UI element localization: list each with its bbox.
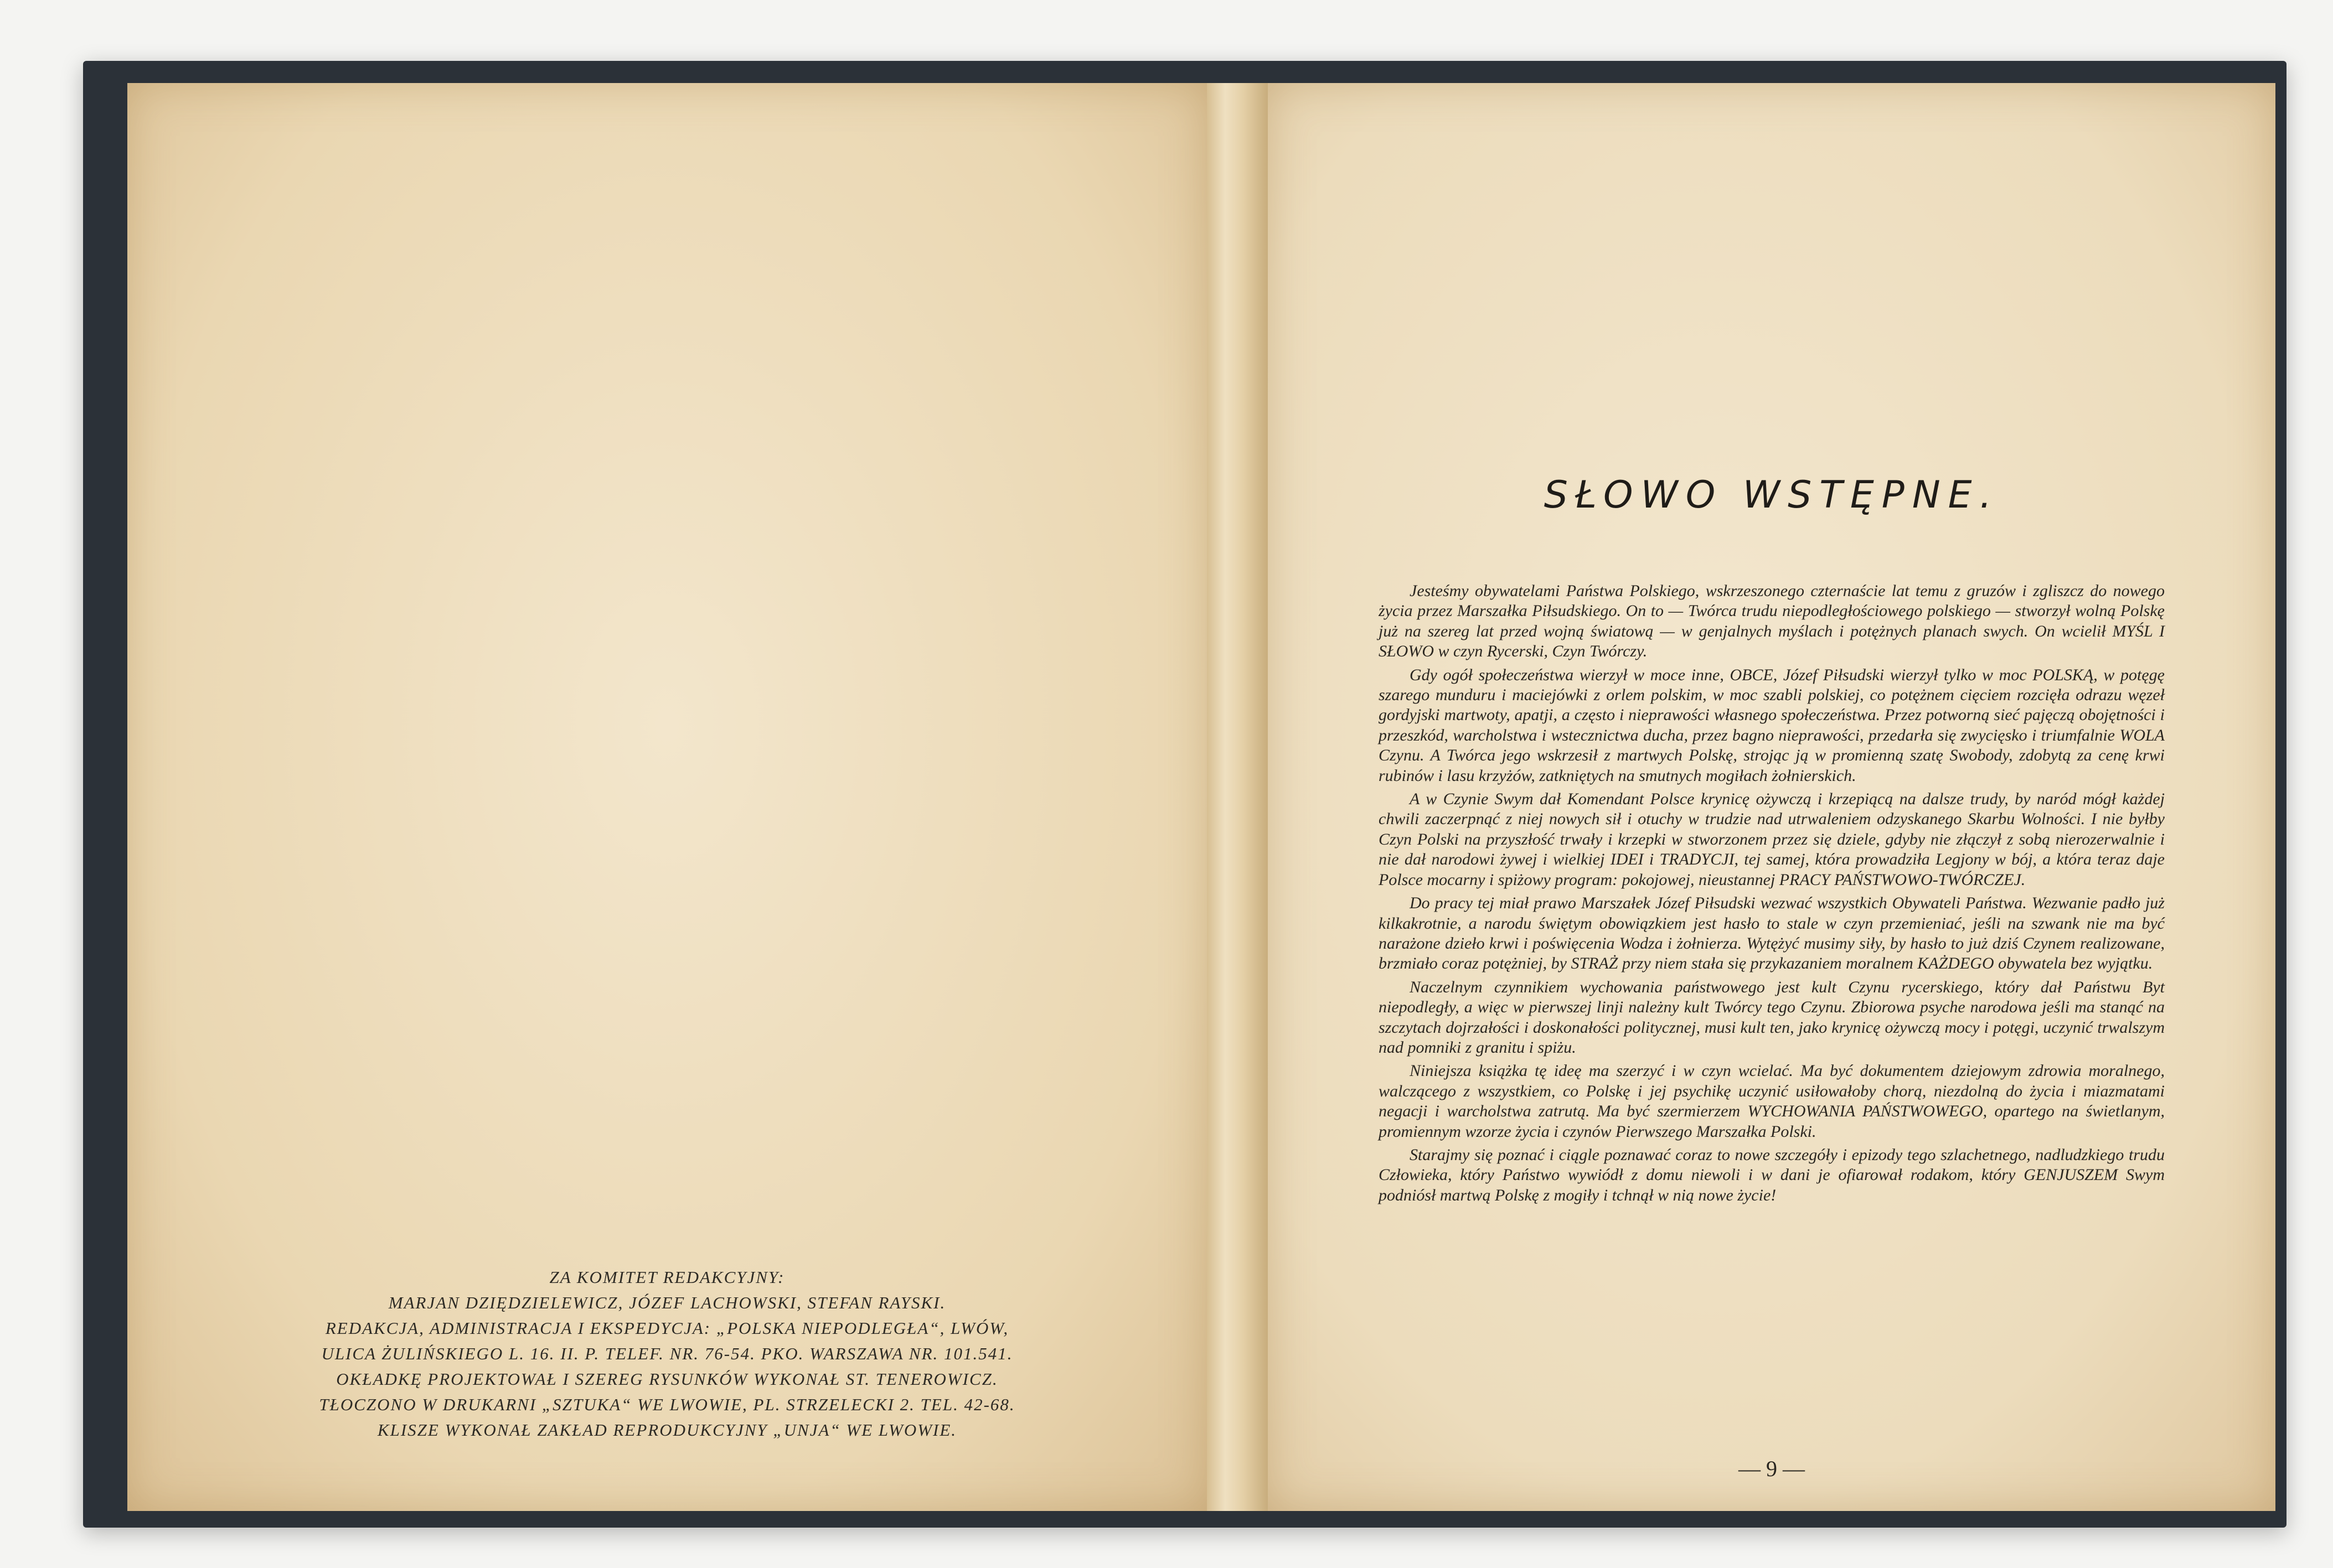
imprint-line: ULICA ŻULIŃSKIEGO L. 16. II. P. TELEF. NR. 76-54. PKO. WARSZAWA NR. 101.541. [321,1344,1013,1363]
imprint-line: KLISZE WYKONAŁ ZAKŁAD REPRODUKCYJNY „UNJA“ WE LWOWIE. [377,1420,957,1440]
body-text [1379,581,2165,1209]
imprint-block [127,1265,1207,1443]
imprint-line: MARJAN DZIĘDZIELEWICZ, JÓZEF LACHOWSKI, STEFAN RAYSKI. [388,1293,946,1312]
right-page [1268,83,2275,1511]
paragraph: Do pracy tej miał prawo Marszałek Józef Piłsudski wezwać wszystkich Obywateli Państwa. Wezwanie padło już kilkakrotnie, a narodu świętym obowiązkiem jest hasło to stale w czyn przemieniać, jeśli na szwank nie ma być narażone dzieło krwi i poświęcenia Wodza i żołnierza. Wytężyć musimy siły, by hasło to już dziś Czynem realizowane, brzmiało coraz potężniej, by STRAŻ przy niem stała się przykazaniem moralnem KAŻDEGO obywatela bez wyjątku. [1379,894,2165,973]
page-title: SŁOWO WSTĘPNE. [1544,473,2000,517]
open-book [83,61,2286,1528]
paragraph: Gdy ogół społeczeństwa wierzył w moce inne, OBCE, Józef Piłsudski wierzył tylko w moc POLSKĄ, w potęgę szarego munduru i maciejówki z orlem polskim, w moc szabli polskiej, co potężnem cięciem rozcięła odrazu węzeł gordyjski martwoty, apatji, a często i nieprawości własnego społeczeństwa. Przez potworną sieć pajęczą obojętności i przeszkód, warcholstwa i wstecznictwa ducha, przez bagno nieprawości, przedarła się zwycięsko i triumfalnie WOLA Czynu. A Twórca jego wskrzesił z martwych Polskę, strojąc ją w promienną szatę Swobody, zdobytą za cenę krwi rubinów i lasu krzyżów, zatkniętych na smutnych mogiłach żołnierskich. [1379,665,2165,785]
page-number: — 9 — [1738,1456,1805,1481]
left-page [127,83,1207,1511]
paragraph: Jesteśmy obywatelami Państwa Polskiego, wskrzeszonego czternaście lat temu z gruzów i zgliszcz do nowego życia przez Marszałka Piłsudskiego. On to — Twórca trudu niepodległościowego polskiego — stworzył wolną Polskę już na szereg lat przed wojną światową — w genjalnych myślach i potężnych planach swych. On wcielił MYŚL I SŁOWO w czyn Rycerski, Czyn Twórczy. [1379,582,2165,661]
imprint-line: REDAKCJA, ADMINISTRACJA I EKSPEDYCJA: „POLSKA NIEPODLEGŁA“, LWÓW, [325,1318,1009,1338]
imprint-line: OKŁADKĘ PROJEKTOWAŁ I SZEREG RYSUNKÓW WYKONAŁ ST. TENEROWICZ. [336,1369,998,1389]
paragraph: Niniejsza książka tę ideę ma szerzyć i w czyn wcielać. Ma być dokumentem dziejowym zdrowia moralnego, walczącego z wszystkiem, co Polskę i jej psychikę uczynić usiłowałoby chorą, niezdolną do życia i miazmatami negacji i warcholstwa zatrutą. Ma być szermierzem WYCHOWANIA PAŃSTWOWEGO, opartego na świetlanym, promiennym wzorze życia i czynów Pierwszego Marszałka Polski. [1379,1062,2165,1141]
imprint-line: TŁOCZONO W DRUKARNI „SZTUKA“ WE LWOWIE, PL. STRZELECKI 2. TEL. 42-68. [319,1395,1015,1414]
imprint-line: ZA KOMITET REDAKCYJNY: [549,1267,785,1287]
book-gutter [1207,83,1268,1511]
paragraph: Starajmy się poznać i ciągle poznawać coraz to nowe szczegóły i epizody tego szlachetnego, nadludzkiego trudu Człowieka, który Państwo wywiódł z domu niewoli i w dani je ofiarował rodakom, który GENJUSZEM Swym podniósł martwą Polskę z mogiły i tchnął w nią nowe życie! [1379,1145,2165,1204]
paragraph: Naczelnym czynnikiem wychowania państwowego jest kult Czynu rycerskiego, który dał Państwu Byt niepodległy, a więc w pierwszej linji należny kult Twórcy tego Czynu. Zbiorowa psyche narodowa jeśli ma stanąć na szczytach dojrzałości i doskonałości politycznej, musi kult ten, jako krynicę ożywczą mocy i potęgi, uczynić trwalszym nad pomniki z granitu i spiżu. [1379,977,2165,1057]
paragraph: A w Czynie Swym dał Komendant Polsce krynicę ożywczą i krzepiącą na dalsze trudy, by naród mógł każdej chwili zaczerpnąć z niej nowych sił i otuchy w trudzie nad utrwaleniem odzyskanego Skarbu Wolności. I nie byłby Czyn Polski na przyszłość trwały i krzepki w stworzonem przez się dziele, gdyby nie złączył z sobą nierozerwalnie i nie dał narodowi żywej i wielkiej IDEI i TRADYCJI, tej samej, która prowadziła Legjony w bój, a która teraz daje Polsce mocarny i spiżowy program: pokojowej, nieustannej PRACY PAŃSTWOWO-TWÓRCZEJ. [1379,790,2165,889]
